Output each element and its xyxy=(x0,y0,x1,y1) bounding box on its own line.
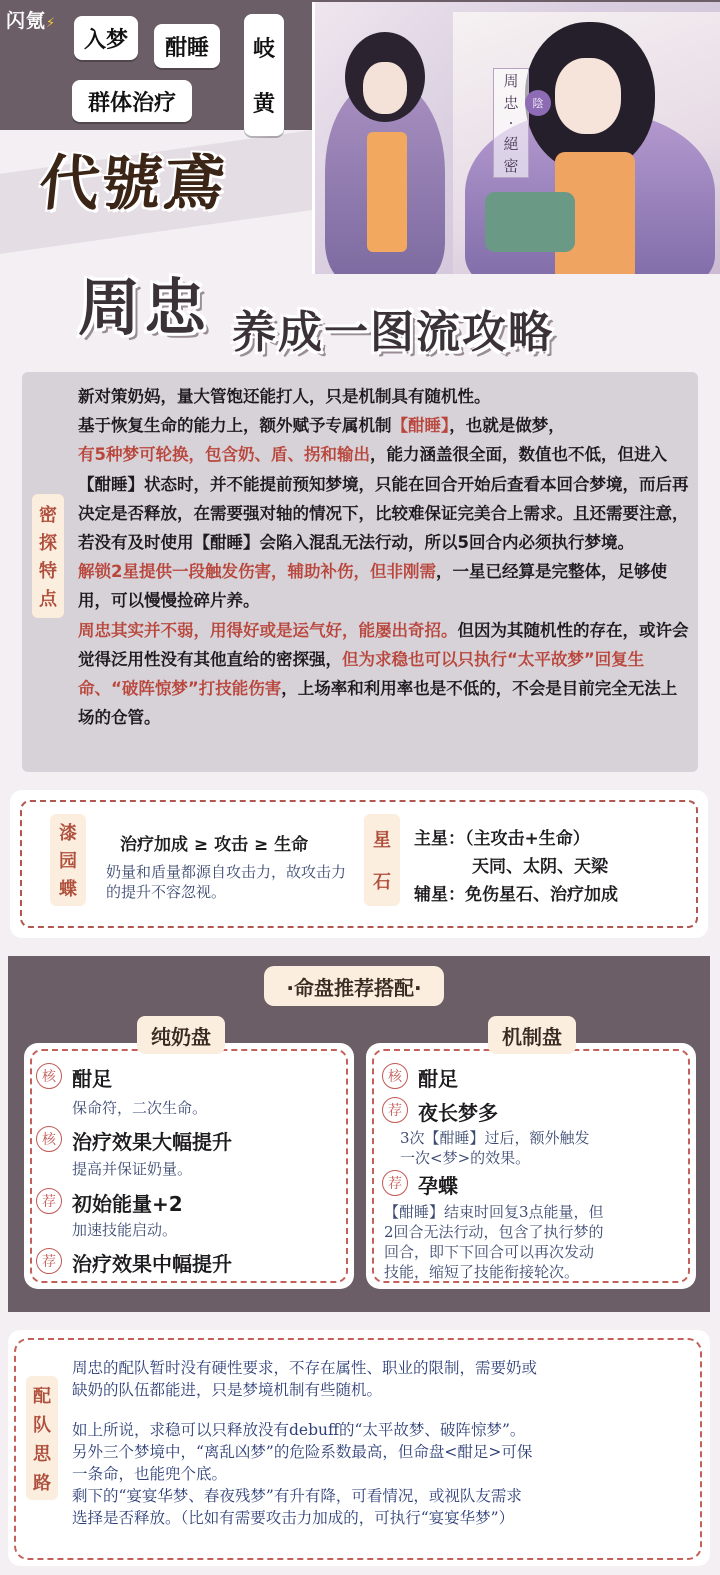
disk-item-title: 治疗效果大幅提升 xyxy=(72,1130,232,1154)
element-badge: 陰 xyxy=(525,90,551,116)
skill-tag-rumeng: 入梦 xyxy=(74,16,138,60)
disk-item-desc: 2回合无法行动，包含了执行梦的 xyxy=(384,1223,604,1241)
disk-item-title: 夜长梦多 xyxy=(418,1101,498,1125)
team-text-line: 选择是否释放。（比如有需要攻击力加成的，可执行“宴宴华梦”） xyxy=(72,1509,515,1527)
sub-star-list: 辅星：免伤星石、治疗加成 xyxy=(414,885,618,905)
team-text-line: 一条命，也能兜个底。 xyxy=(72,1465,228,1483)
core-badge: 核 xyxy=(382,1063,408,1089)
character-name-plate: 周 忠 · 絕 密 xyxy=(493,68,529,178)
disk-item-title: 孕蝶 xyxy=(418,1174,458,1198)
disk-item-title: 酣足 xyxy=(72,1067,112,1091)
header xyxy=(0,0,720,362)
game-title: 代號鳶 xyxy=(35,149,230,219)
disk-item-title: 酣足 xyxy=(418,1067,458,1091)
character-name: 周忠 xyxy=(78,271,211,344)
disk-item-desc: 保命符，二次生命。 xyxy=(72,1099,208,1117)
guide-subtitle: 养成一图流攻略 xyxy=(232,307,554,358)
disk-card-mechanic-title: 机制盘 xyxy=(488,1016,576,1054)
disk-item-desc: 回合，即下下回合可以再次发动 xyxy=(384,1243,595,1261)
disk-item-desc: 加速技能启动。 xyxy=(72,1221,178,1239)
intro-panel xyxy=(22,372,698,772)
disk-item-desc: 提高并保证奶量。 xyxy=(72,1160,193,1178)
recommend-badge: 荐 xyxy=(382,1097,408,1123)
disk-item-desc: 技能，缩短了技能衔接轮次。 xyxy=(384,1263,580,1281)
team-text-line: 剩下的“宴宴华梦、春夜残梦”有升有降，可看情况，或视队友需求 xyxy=(72,1487,522,1505)
section-tag-qiyuandie: 漆 园 蝶 xyxy=(50,814,86,906)
core-badge: 核 xyxy=(36,1126,62,1152)
disk-item-desc: 3次【酣睡】过后，额外触发 xyxy=(400,1129,590,1147)
disk-item-desc: 一次<梦>的效果。 xyxy=(400,1149,531,1167)
team-text-line: 如上所说，求稳可以只释放没有debuff的“太平故梦、破阵惊梦”。 xyxy=(72,1421,526,1439)
disk-item-title: 治疗效果中幅提升 xyxy=(72,1252,232,1276)
intro-text: 新对策奶妈，量大管饱还能打人，只是机制具有随机性。 基于恢复生命的能力上，额外赋予专属机制【酣睡】，也就是做梦， 有5种梦可轮换，包含奶、盾、拐和输出，能力涵盖很全面，数值也不低，但进入【酣睡】状态时，并不能提前预知梦境，只能在回合开始后查看本回合梦境，而后再决定是否释放，在需要强对轴的情况下，比较难保证完美合上需求。且还需要注意，若没有及时使用【酣睡】会陷入混乱无法行动，所以5回合内必须执行梦境。 解锁2星提供一段触发伤害，辅助补伤，但非刚需，一星已经算是完整体，足够使用，可以慢慢捡碎片养。 周忠其实并不弱，用得好或是运气好，能屡出奇招。但因为其随机性的存在，或许会觉得泛用性没有其他直给的密探强，但为求稳也可以只执行“太平故梦”回复生命、“破阵惊梦”打技能伤害，上场率和利用率也是不低的，不会是目前完全无法上场的仓管。 xyxy=(78,387,689,728)
stat-priority: 治疗加成 ≥ 攻击 ≥ 生命 xyxy=(120,835,309,855)
recommend-badge: 荐 xyxy=(36,1248,62,1274)
team-text-line: 周忠的配队暂时没有硬性要求，不存在属性、职业的限制，需要奶或 xyxy=(72,1359,538,1377)
lightning-icon: ⚡ xyxy=(46,16,57,31)
section-tag-traits: 密 探 特 点 xyxy=(32,494,64,618)
disk-item-desc: 【酣睡】结束时回复3点能量，但 xyxy=(384,1203,604,1221)
recommend-badge: 荐 xyxy=(36,1188,62,1214)
section-tag-team: 配 队 思 路 xyxy=(26,1376,58,1500)
skill-tag-qunti: 群体治疗 xyxy=(72,80,192,122)
team-text-line: 缺奶的队伍都能进，只是梦境机制有些随机。 xyxy=(72,1381,383,1399)
section-tag-xingshi: 星 石 xyxy=(364,814,400,906)
main-star-label: 主星：（主攻击+生命） xyxy=(414,829,590,849)
main-star-list: 天同、太阴、天梁 xyxy=(472,857,608,877)
disk-section-title: ·命盘推荐搭配· xyxy=(264,966,444,1006)
disk-item-title: 初始能量+2 xyxy=(72,1192,183,1216)
disk-card-healing-title: 纯奶盘 xyxy=(137,1016,225,1054)
character-artwork xyxy=(312,2,720,274)
app-logo: 闪氪⚡ xyxy=(6,10,57,32)
recommend-badge: 荐 xyxy=(382,1170,408,1196)
stat-priority-note: 奶量和盾量都源自攻击力，故攻击力的提升不容忽视。 xyxy=(106,863,347,901)
skill-tag-hanshui: 酣睡 xyxy=(154,24,220,68)
core-badge: 核 xyxy=(36,1063,62,1089)
faction-tag-qihuang: 岐 黄 xyxy=(244,14,284,136)
team-text-line: 另外三个梦境中，“离乱凶梦”的危险系数最高，但命盘<酣足>可保 xyxy=(72,1443,533,1461)
